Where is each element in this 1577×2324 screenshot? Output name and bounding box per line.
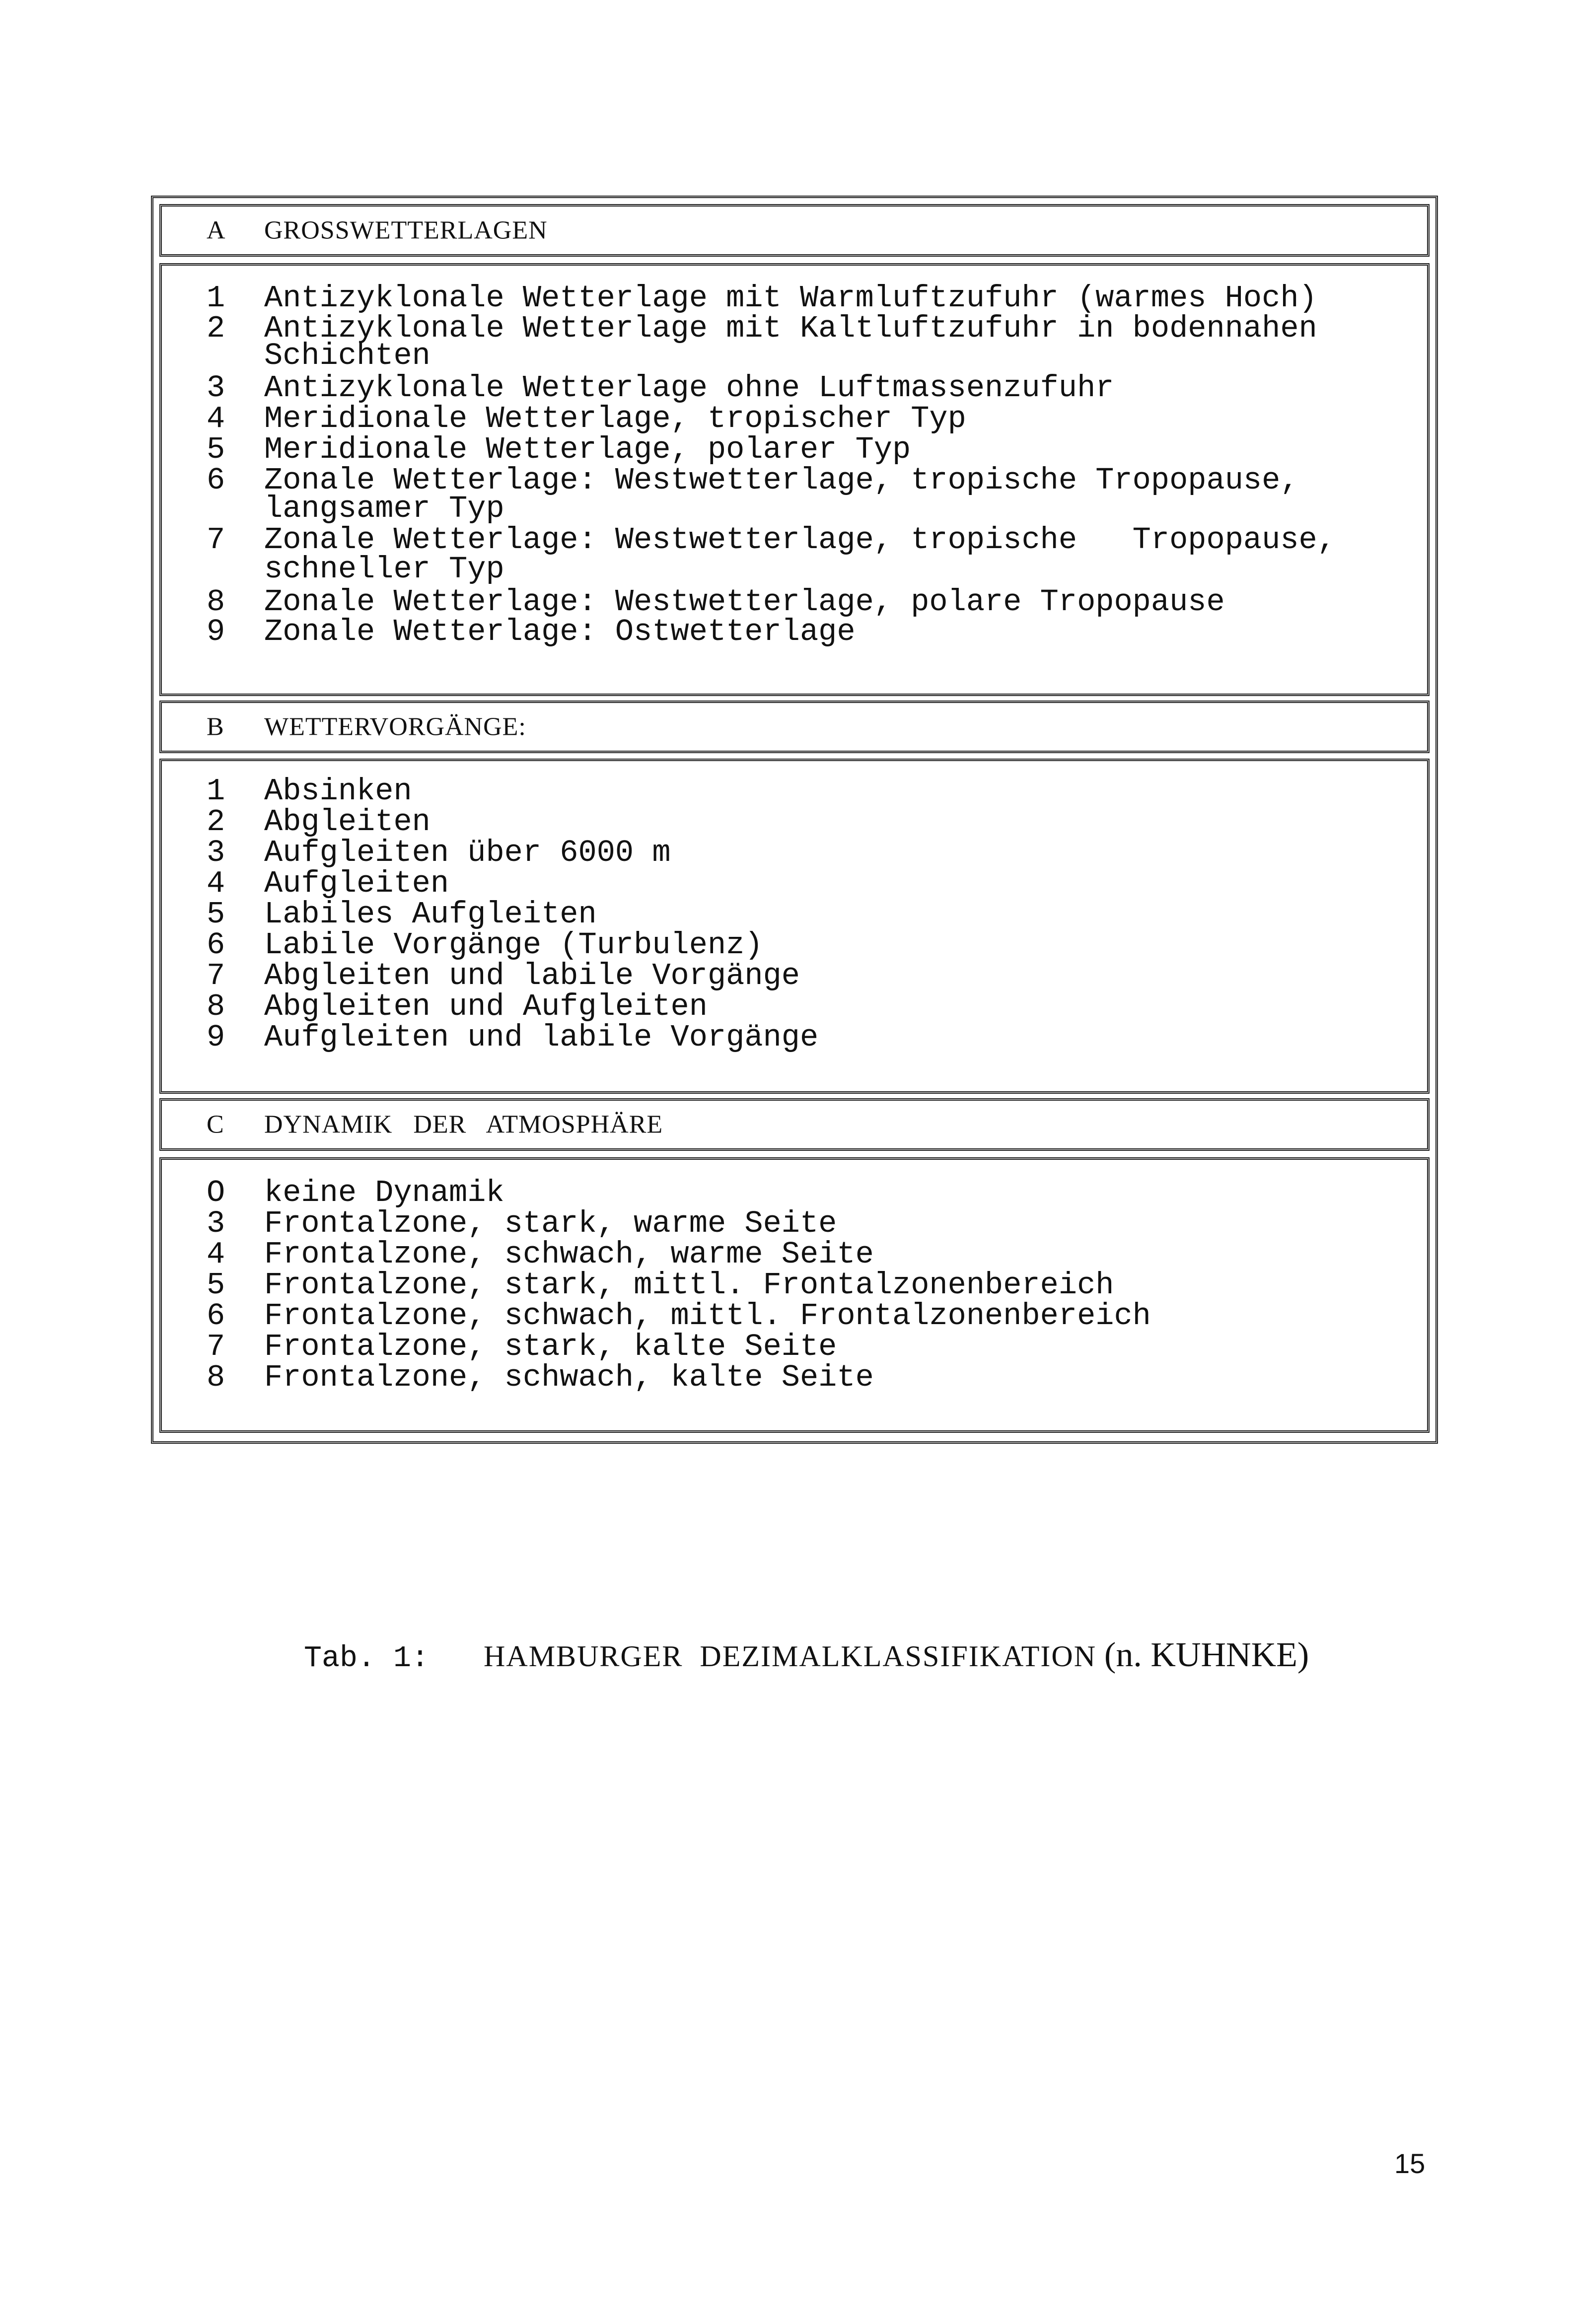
section-b-letter: B	[207, 712, 224, 741]
section-c-letter: C	[207, 1110, 224, 1139]
list-item: 4 Meridionale Wetterlage, tropischer Typ	[207, 401, 966, 436]
list-item: 7 Frontalzone, stark, kalte Seite	[207, 1329, 837, 1364]
list-item: Schichten	[264, 338, 430, 373]
list-item: 3 Antizyklonale Wetterlage ohne Luftmassenzufuhr	[207, 370, 1114, 406]
section-b-title: WETTERVORGÄNGE:	[264, 712, 526, 741]
list-item: schneller Typ	[264, 552, 504, 587]
list-item: 8 Abgleiten und Aufgleiten	[207, 989, 708, 1024]
section-b-body	[159, 759, 1430, 1094]
list-item: 1 Antizyklonale Wetterlage mit Warmluftzufuhr (warmes Hoch)	[207, 281, 1317, 316]
section-b-header	[159, 701, 1430, 753]
list-item: 7 Zonale Wetterlage: Westwetterlage, tropische Tropopause,	[207, 522, 1336, 558]
list-item: 6 Zonale Wetterlage: Westwetterlage, tropische Tropopause,	[207, 463, 1299, 498]
list-item: 5 Frontalzone, stark, mittl. Frontalzonenbereich	[207, 1268, 1114, 1303]
list-item: 2 Abgleiten	[207, 804, 430, 840]
section-c-body	[159, 1157, 1430, 1433]
list-item: 6 Labile Vorgänge (Turbulenz)	[207, 927, 763, 963]
list-item: 2 Antizyklonale Wetterlage mit Kaltluftzufuhr in bodennahen	[207, 311, 1317, 346]
table-caption	[274, 1601, 1309, 1710]
list-item: 6 Frontalzone, schwach, mittl. Frontalzonenbereich	[207, 1298, 1151, 1334]
list-item: 9 Zonale Wetterlage: Ostwetterlage	[207, 614, 856, 649]
section-a-body	[159, 263, 1430, 696]
list-item: 5 Meridionale Wetterlage, polarer Typ	[207, 432, 911, 467]
section-a-header	[159, 204, 1430, 257]
section-c-header	[159, 1098, 1430, 1151]
section-a-title: GROSSWETTERLAGEN	[264, 216, 548, 245]
caption-title: HAMBURGER DEZIMALKLASSIFIKATION	[484, 1640, 1097, 1673]
list-item: 8 Zonale Wetterlage: Westwetterlage, polare Tropopause	[207, 584, 1225, 620]
list-item: 9 Aufgleiten und labile Vorgänge	[207, 1020, 819, 1055]
list-item: 4 Frontalzone, schwach, warme Seite	[207, 1237, 874, 1272]
list-item: 4 Aufgleiten	[207, 866, 449, 901]
caption-label: Tab. 1:	[304, 1642, 430, 1676]
list-item: 3 Frontalzone, stark, warme Seite	[207, 1206, 837, 1241]
list-item: 1 Absinken	[207, 774, 412, 809]
classification-table	[151, 196, 1438, 1444]
list-item: 8 Frontalzone, schwach, kalte Seite	[207, 1360, 874, 1395]
list-item: 5 Labiles Aufgleiten	[207, 897, 597, 932]
list-item: langsamer Typ	[264, 491, 504, 526]
caption-note: (n. KUHNKE)	[1104, 1636, 1309, 1674]
list-item: 7 Abgleiten und labile Vorgänge	[207, 958, 800, 993]
section-a-letter: A	[207, 216, 226, 245]
list-item: 3 Aufgleiten über 6000 m	[207, 835, 671, 870]
page-number: 15	[1394, 2148, 1426, 2179]
section-c-title: DYNAMIK DER ATMOSPHÄRE	[264, 1110, 663, 1139]
list-item: O keine Dynamik	[207, 1175, 504, 1210]
